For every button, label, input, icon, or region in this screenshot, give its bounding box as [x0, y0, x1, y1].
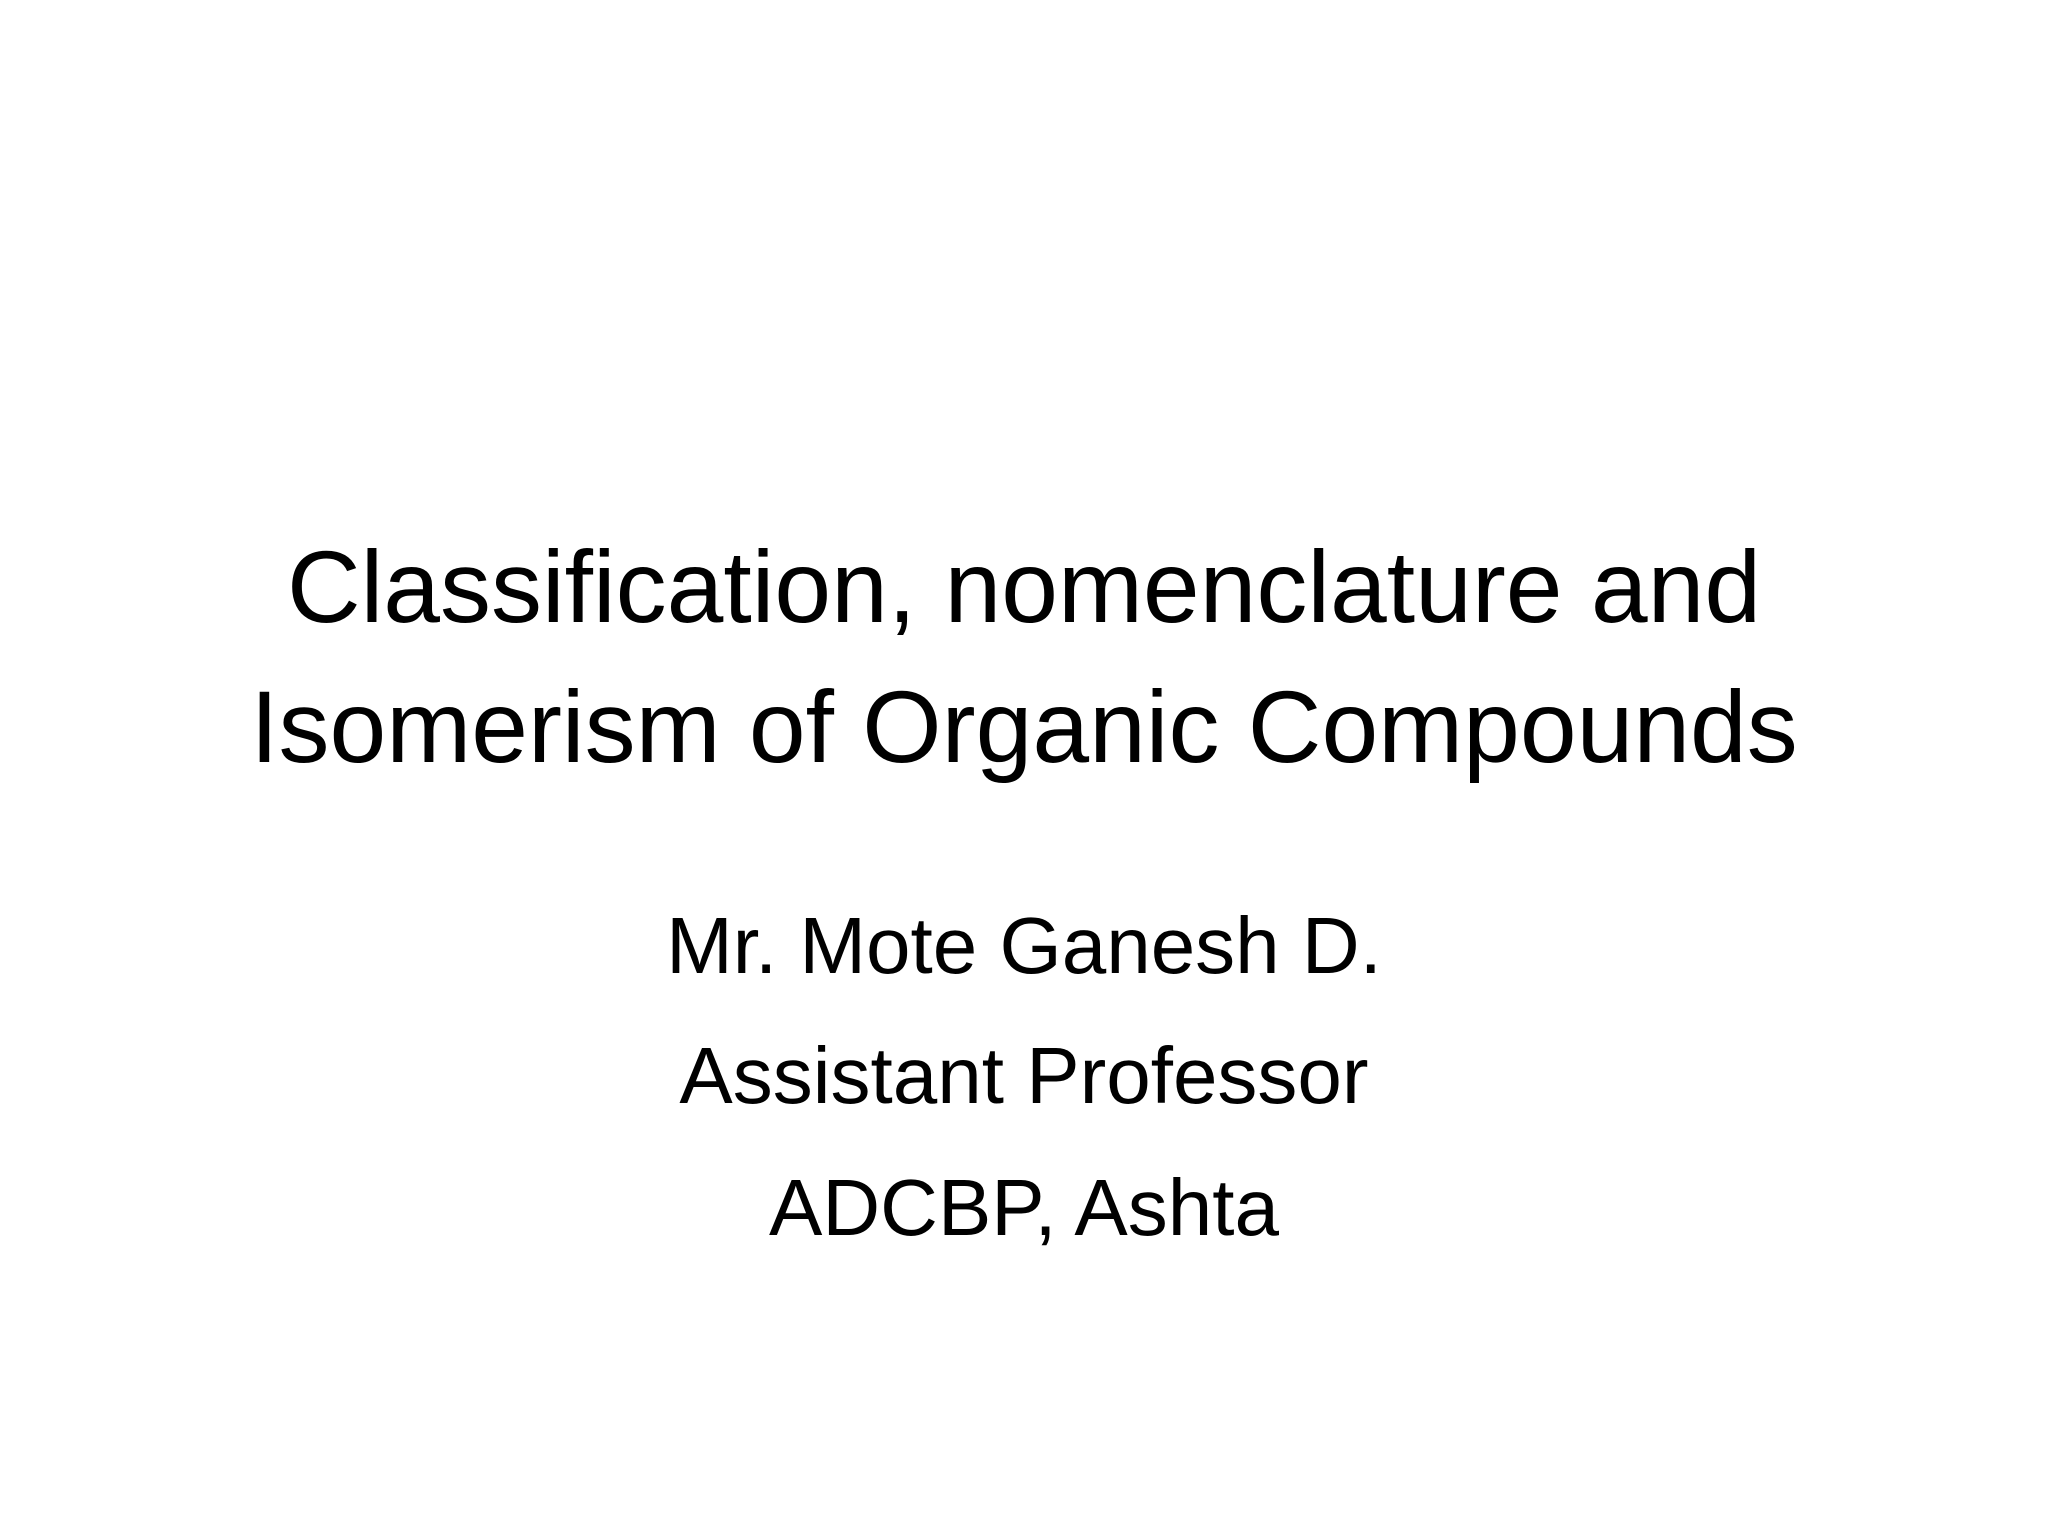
- presenter-designation: Assistant Professor: [679, 1031, 1369, 1120]
- slide-title-line-2: Isomerism of Organic Compounds: [250, 670, 1798, 784]
- presenter-name: Mr. Mote Ganesh D.: [666, 901, 1382, 990]
- presenter-institution: ADCBP, Ashta: [769, 1163, 1279, 1252]
- slide-title-line-1: Classification, nomenclature and: [286, 530, 1762, 644]
